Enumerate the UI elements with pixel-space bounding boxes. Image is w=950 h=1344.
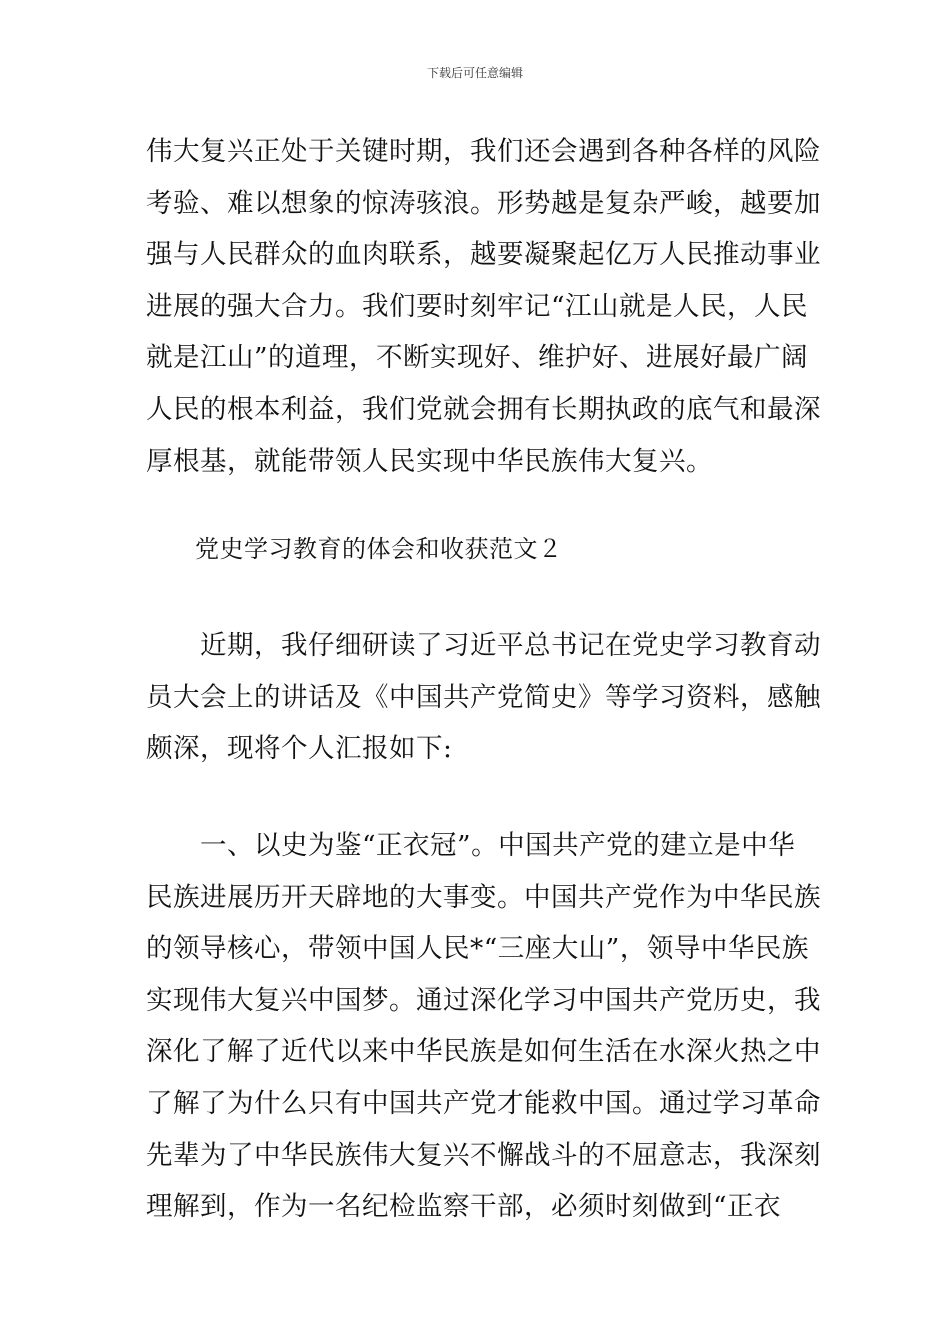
paragraph-2 (146, 620, 821, 775)
page-header: 下载后可任意编辑 (426, 66, 523, 80)
text-line: 一、以史为鉴“正衣冠”。中国共产党的建立是中华 (146, 830, 796, 861)
text-line: 进展的强大合力。我们要时刻牢记“江山就是人民，人民 (146, 290, 809, 322)
text-line: 了解了为什么只有中国共产党才能救中国。通过学习革命 (146, 1087, 821, 1119)
text-line: 的领导核心，带领中国人民*“三座大山”，领导中华民族 (146, 933, 809, 965)
section-title: 党史学习教育的体会和收获范文２ (146, 535, 563, 563)
paragraph-3 (146, 820, 821, 1233)
text-line: 员大会上的讲话及《中国共产党简史》等学习资料，感触 (146, 681, 821, 713)
text-line: 实现伟大复兴中国梦。通过深化学习中国共产党历史，我 (146, 984, 821, 1016)
text-line: 近期，我仔细研读了习近平总书记在党史学习教育动 (146, 630, 821, 661)
text-line: 深化了解了近代以来中华民族是如何生活在水深火热之中 (146, 1036, 821, 1068)
text-line: 厚根基，就能带领人民实现中华民族伟大复兴。 (146, 445, 713, 477)
text-line: 考验、难以想象的惊涛骇浪。形势越是复杂严峻，越要加 (146, 187, 821, 219)
text-line: 伟大复兴正处于关键时期，我们还会遇到各种各样的风险 (146, 136, 821, 167)
text-line: 就是江山”的道理，不断实现好、维护好、进展好最广阔 (146, 342, 809, 374)
paragraph-1 (146, 126, 821, 487)
text-line: 强与人民群众的血肉联系，越要凝聚起亿万人民推动事业 (146, 239, 821, 271)
text-line: 先辈为了中华民族伟大复兴不懈战斗的不屈意志，我深刻 (146, 1139, 821, 1171)
text-line: 人民的根本利益，我们党就会拥有长期执政的底气和最深 (146, 393, 821, 425)
text-line: 民族进展历开天辟地的大事变。中国共产党作为中华民族 (146, 881, 821, 913)
text-line: 理解到，作为一名纪检监察干部，必须时刻做到“正衣 (146, 1191, 782, 1223)
section-title-block (146, 524, 816, 576)
text-line: 颇深，现将个人汇报如下: (146, 733, 453, 765)
